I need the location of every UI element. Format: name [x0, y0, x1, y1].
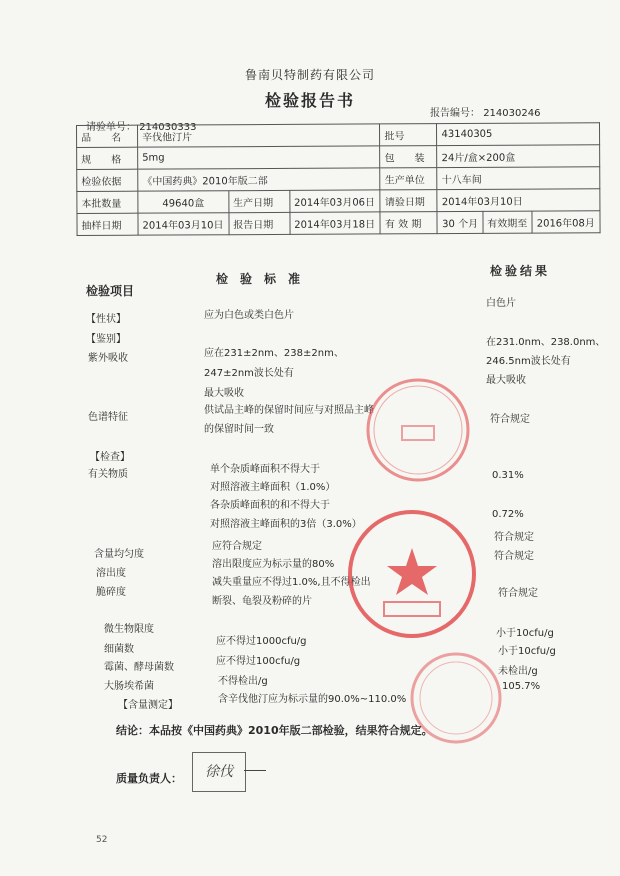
bacteria-label: 细菌数	[104, 644, 134, 655]
uv-result-1: 在231.0nm、238.0nm、	[486, 337, 606, 348]
impurity-standard-2: 对照溶液主峰面积（1.0%）	[210, 482, 336, 493]
hplc-standard-2: 的保留时间一致	[204, 424, 274, 435]
ecoli-standard: 不得检出/g	[218, 676, 268, 687]
report-date-label: 报告日期	[229, 212, 290, 234]
friability-result: 符合规定	[498, 588, 538, 599]
impurity-result-1: 0.31%	[492, 470, 524, 481]
uv-label: 紫外吸收	[88, 353, 128, 364]
signature-line	[244, 770, 266, 771]
signature-stamp: 徐伐	[192, 752, 246, 792]
basis-value: 《中国药典》2010年版二部	[138, 168, 381, 191]
identification-label: 【鉴别】	[86, 334, 126, 345]
prod-date-value: 2014年03月06日	[290, 190, 381, 212]
batch-number: 43140305	[437, 123, 600, 146]
qty-label: 本批数量	[77, 191, 138, 213]
appearance-result: 白色片	[486, 298, 516, 309]
request-number: 214030333	[139, 122, 197, 133]
appearance-standard: 应为白色或类白色片	[204, 310, 294, 321]
req-date-label: 请验日期	[380, 190, 437, 212]
package-label: 包 装	[380, 146, 437, 168]
report-number-line	[430, 104, 540, 119]
microbial-label: 微生物限度	[104, 624, 154, 635]
bacteria-result: 小于10cfu/g	[496, 628, 554, 639]
sample-date-value: 2014年03月10日	[138, 213, 229, 235]
batch-label: 批号	[380, 124, 437, 146]
dissolution-result: 符合规定	[494, 551, 534, 562]
validity-value: 30 个月	[437, 211, 482, 233]
uv-standard-3: 最大吸收	[204, 388, 244, 399]
report-date-value: 2014年03月18日	[290, 212, 381, 234]
ecoli-result: 未检出/g	[498, 666, 538, 677]
impurity-result-2: 0.72%	[492, 509, 524, 520]
impurity-standard-1: 单个杂质峰面积不得大于	[210, 464, 320, 475]
appearance-label: 【性状】	[86, 314, 126, 325]
uniformity-label: 含量均匀度	[94, 549, 144, 560]
dissolution-standard: 溶出限度应为标示量的80%	[212, 559, 335, 570]
spec-value: 5mg	[138, 146, 381, 169]
friability-label: 脆碎度	[96, 587, 126, 598]
hplc-result: 符合规定	[490, 414, 530, 425]
expiry-label: 有效期至	[483, 211, 533, 233]
assay-label: 【含量测定】	[118, 700, 178, 711]
company-name: 鲁南贝特制药有限公司	[244, 68, 375, 82]
conclusion-text: 结论：本品按《中国药典》2010年版二部检验，结果符合规定。	[116, 724, 433, 737]
uv-result-3: 最大吸收	[486, 375, 526, 386]
bacteria-standard: 应不得过1000cfu/g	[216, 636, 307, 647]
uv-standard-1: 应在231±2nm、238±2nm、	[204, 348, 344, 359]
friability-standard-1: 减失重量应不得过1.0%,且不得检出	[212, 577, 371, 588]
basis-label: 检验依据	[77, 169, 138, 191]
dissolution-label: 溶出度	[96, 568, 126, 579]
package-value: 24片/盒×200盒	[437, 145, 600, 168]
check-label: 【检查】	[90, 452, 130, 463]
mold-standard: 应不得过100cfu/g	[216, 656, 301, 667]
hplc-standard-1: 供试品主峰的保留时间应与对照品主峰	[204, 405, 374, 416]
section-item-heading: 检验项目	[86, 284, 135, 298]
section-standard-heading: 检验标准	[216, 272, 313, 286]
report-title: 检验报告书	[264, 91, 355, 110]
uniformity-result: 符合规定	[494, 532, 534, 543]
table-row	[77, 189, 600, 214]
info-table	[76, 122, 601, 236]
sample-date-label: 抽样日期	[77, 213, 138, 235]
table-row	[77, 145, 600, 170]
product-name: 辛伐他汀片	[138, 124, 381, 147]
table-row	[77, 123, 600, 148]
report-number: 214030246	[483, 108, 541, 119]
impurity-standard-3: 各杂质峰面积的和不得大于	[210, 500, 330, 511]
validity-label: 有 效 期	[380, 212, 437, 234]
impurity-label: 有关物质	[88, 469, 128, 480]
report-number-label: 报告编号：	[430, 108, 480, 119]
ecoli-label: 大肠埃希菌	[104, 681, 154, 692]
spec-label: 规 格	[77, 147, 138, 169]
inspection-seal	[362, 374, 474, 486]
section-result-heading: 检验结果	[490, 264, 551, 278]
impurity-standard-4: 对照溶液主峰面积的3倍（3.0%）	[210, 519, 362, 530]
product-label: 品 名	[77, 125, 138, 147]
unit-value: 十八车间	[437, 167, 600, 190]
mold-label: 霉菌、酵母菌数	[104, 662, 174, 673]
uv-result-2: 246.5nm波长处有	[486, 356, 571, 367]
req-date-value: 2014年03月10日	[437, 189, 600, 212]
request-number-label: 请验单号：	[86, 122, 136, 133]
prod-date-label: 生产日期	[229, 190, 290, 212]
unit-label: 生产单位	[380, 168, 437, 190]
assay-standard: 含辛伐他汀应为标示量的90.0%~110.0%	[218, 694, 407, 705]
assay-result: 105.7%	[502, 681, 541, 692]
friability-standard-2: 断裂、龟裂及粉碎的片	[212, 596, 312, 607]
hplc-label: 色谱特征	[88, 412, 128, 423]
table-row	[77, 211, 600, 236]
expiry-value: 2016年08月	[532, 211, 600, 233]
table-row	[77, 167, 600, 192]
qa-label: 质量负责人：	[116, 772, 182, 785]
qty-value: 49640盒	[138, 191, 229, 213]
uniformity-standard: 应符合规定	[212, 541, 262, 552]
mold-result: 小于10cfu/g	[498, 646, 556, 657]
page-mark: 52	[96, 835, 108, 845]
uv-standard-2: 247±2nm波长处有	[204, 368, 294, 379]
